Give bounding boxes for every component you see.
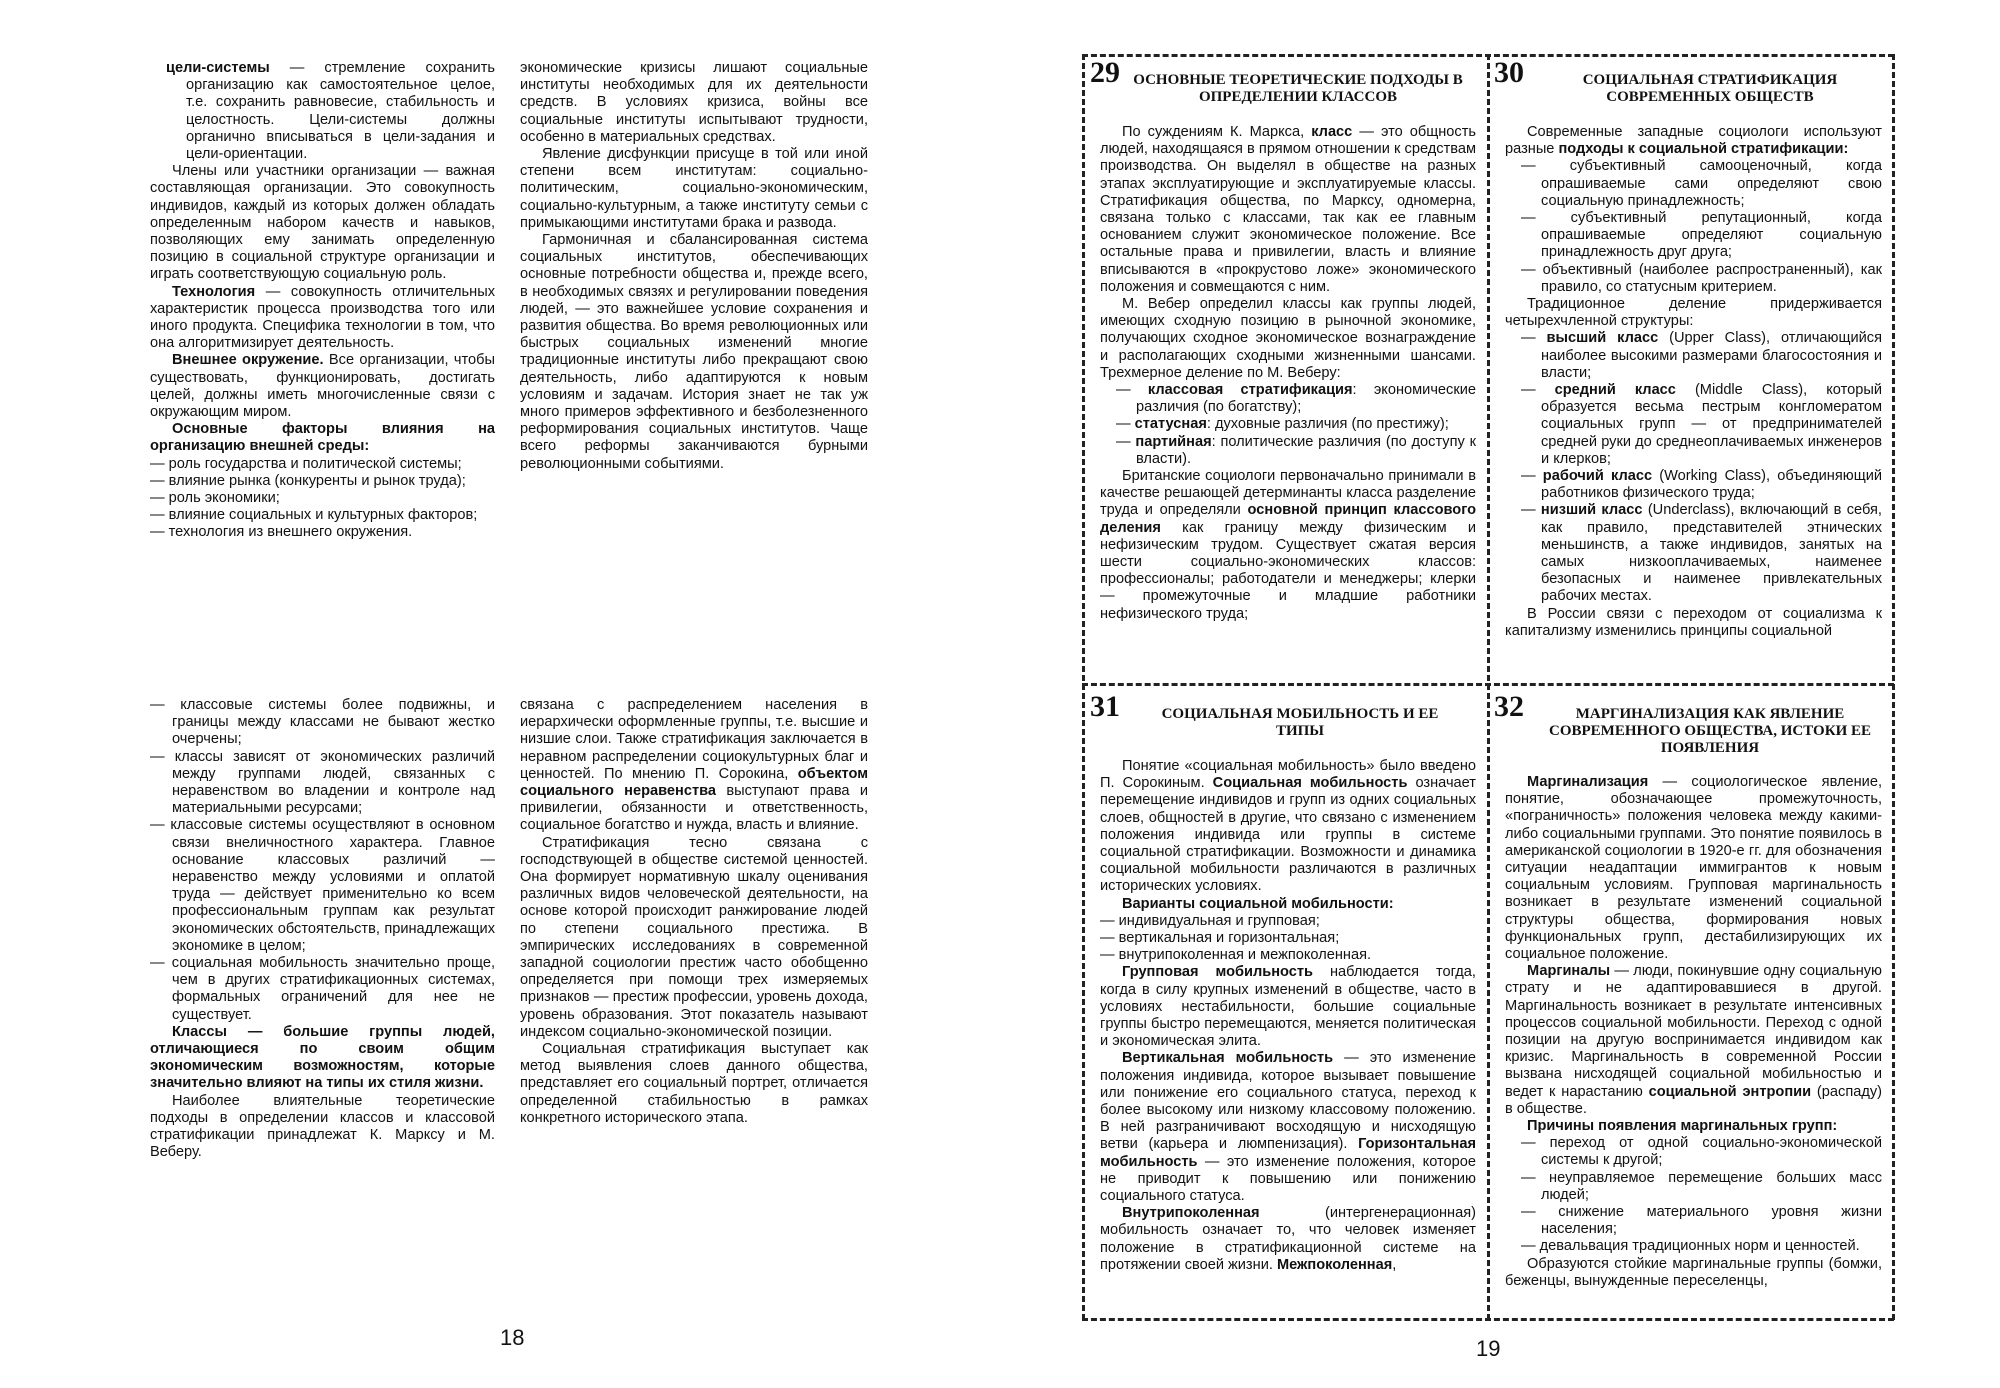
section-30-title: СОЦИАЛЬНАЯ СТРАТИФИКАЦИЯ СОВРЕМЕННЫХ ОБЩЕСТВ [1582, 72, 1838, 105]
frame-right [1892, 54, 1895, 1320]
text-run: — классовые системы более подвижны, и границы между классами не бывают жестко очерчены; [150, 697, 495, 748]
text-run: как границу между физическим и нефизическим трудом. Существует сжатая версия шести социально-экономических классов: профессионалы; работодатели и менеджеры; клерки — промежуточные и младшие работники нефизического труда; [1100, 519, 1476, 622]
text-run: — снижение материального уровня жизни населения; [1521, 1204, 1882, 1238]
paragraph [1100, 964, 1476, 1050]
text-run: Все организации, чтобы существовать, функционировать, достигать целей, должны иметь многочисленные связи с окружающим миром. [150, 352, 495, 421]
frame-center [1487, 54, 1490, 1320]
section-29-number: 29 [1090, 56, 1120, 89]
text-run: — вертикальная и горизонтальная; [1100, 930, 1340, 947]
text-run: — люди, покинувшие одну социальную страту и не адаптировавшиеся в другой. Маргинальность возникает в результате интенсивных процессов социальной мобильности. Переход с одной позиции на другую воспринимается индивидом как кризис. Маргинальность в современной России вызвана нисходящей социальной мобильностью и ведет к нарастанию [1505, 963, 1882, 1100]
text-run: — девальвация традиционных норм и ценностей. [1521, 1238, 1860, 1255]
text-run: Современные западные социологи используют разные [1505, 124, 1882, 158]
text-run: М. Вебер определил классы как группы людей, имеющих сходную позицию в рыночной экономике, получающих сходное экономическое вознаграждение и располагающих сходными жизненными шансами. Трехмерное деление по М. Веберу: [1100, 296, 1476, 381]
text-run: : экономические различия (по богатству); [1136, 382, 1476, 416]
text-run: — роль государства и политической системы; [150, 455, 462, 472]
bold-term: рабочий класс [1542, 468, 1653, 485]
paragraph [1505, 296, 1882, 330]
list-item [1100, 930, 1476, 947]
bold-term: средний класс [1554, 382, 1676, 399]
text-run: — [1116, 433, 1136, 450]
left-page-number: 18 [500, 1325, 525, 1350]
right-page-number: 19 [1476, 1336, 1501, 1361]
text-run: (Underclass), включающий в себя, как правило, представителей этнических меньшинств, а также индивидов, занятых на самых низкооплачиваемых, наименее безопасных и наименее привлекательных рабочих местах. [1541, 502, 1882, 605]
list-item [1505, 1204, 1882, 1238]
frame-left [1082, 54, 1085, 1320]
section-30-number: 30 [1494, 56, 1524, 89]
bold-term: Основные факторы влияния на организацию внешней среды: [150, 421, 495, 455]
text-run: (интергенерационная) мобильность означает то, что человек изменяет положение в стратификационной системе на протяжении своей жизни. [1100, 1205, 1476, 1273]
paragraph [150, 352, 495, 421]
bold-term: Внешнее окружение. [172, 352, 324, 369]
list-item [1505, 330, 1882, 382]
list-item [150, 507, 495, 524]
list-item [1505, 1135, 1882, 1169]
list-item [1505, 1238, 1882, 1255]
bold-term: Маргиналы [1527, 963, 1611, 980]
list-item [150, 473, 495, 490]
paragraph [1100, 296, 1476, 382]
text-run: — субъективный самооценочный, когда опрашиваемые сами определяют свою социальную принадлежность; [1521, 158, 1882, 209]
text-run: — объективный (наиболее распространенный), как правило, со статусным критерием. [1521, 261, 1882, 295]
left-col2-top [520, 60, 868, 570]
list-item [150, 524, 495, 541]
text-run: Гармоничная и сбалансированная система социальных институтов, обеспечивающих основные потребности общества и, прежде всего, в необходимых связях и регулировании поведения людей, — это важнейшее условие сохранения и развития общества. Во время революционных или быстрых социальных изменений многие традиционные институты либо прекращают свою деятельность, либо адаптируются к новым условиям и задачам. История знает не так уж много примеров эффективного и безболезненного реформирования социальных институтов. Чаще всего реформы заканчиваются бурными революционными событиями. [520, 232, 868, 472]
text-run: Стратификация тесно связана с господствующей в обществе системой ценностей. Она формирует нормативную шкалу оценивания различных видов человеческой деятельности, на основе которой происходит ранжирование людей по степени социального престижа. В эмпирических исследованиях в современной западной социологии престиж часто обобщенно определяется при помощи трех измеряемых признаков — престиж профессии, уровень дохода, уровень образования. Этот показатель называют индексом социально-экономической позиции. [520, 834, 868, 1040]
section-31-title: СОЦИАЛЬНАЯ МОБИЛЬНОСТЬ И ЕЕ ТИПЫ [1161, 706, 1439, 739]
text-run: Наиболее влиятельные теоретические подходы в определении классов и классовой стратификации принадлежат К. Марксу и М. Веберу. [150, 1092, 495, 1161]
list-item [1505, 158, 1882, 210]
text-run: — это изменение положения, которое не приводит к повышению или понижению социального статуса. [1100, 1153, 1476, 1205]
bold-term: подходы к социальной стратификации: [1558, 141, 1849, 158]
paragraph [1505, 774, 1882, 963]
left-col1-bottom [150, 697, 495, 1161]
paragraph [520, 232, 868, 473]
section-29-body [1100, 124, 1476, 676]
text-run: экономические кризисы лишают социальные институты необходимых для их деятельности средств. В условиях кризиса, войны все социальные институты испытывают трудности, особенно в материальных средствах. [520, 60, 868, 145]
text-run: наблюдается тогда, когда в силу крупных изменений в обществе, часто в условиях нестабильности, большие социальные группы быстро перемещаются, меняется политическая и экономическая элита. [1100, 964, 1476, 1050]
text-run: : духовные различия (по престижу); [1206, 416, 1449, 433]
bold-term: цели-системы [166, 60, 270, 76]
bold-term: Варианты социальной мобильности: [1122, 895, 1394, 912]
bold-term: класс [1311, 124, 1353, 140]
text-run: — влияние социальных и культурных факторов; [150, 507, 478, 524]
text-run: — совокупность отличительных характеристик процесса производства того или иного продукта. Специфика технологии в том, что она алгоритмизирует деятельность. [150, 283, 495, 352]
paragraph [150, 1093, 495, 1162]
bold-term: Групповая мобильность [1122, 964, 1314, 981]
text-run: — социальная мобильность значительно проще, чем в других стратификационных системах, формальных ограничений для нее не существует. [150, 955, 495, 1023]
text-run: — [1116, 382, 1148, 399]
text-run: Явление дисфункции присуще в той или иной степени всем институтам: социально-политическим, социально-экономическим, социально-культурным, а также институту семьи с примыкающими институтами брака и развода. [520, 146, 868, 231]
list-item [1100, 947, 1476, 964]
text-run: Понятие «социальная мобильность» было введено П. Сорокиным. [1100, 758, 1476, 792]
text-run: — социологическое явление, понятие, обозначающее промежуточность, «пограничность» положения человека между какими-либо социальными группами. Это понятие появилось в американской социологии в 1920-е гг. для обозначения ситуации неадаптации иммигрантов к новым социальным условиям. Групповая маргинальность возникает в результате изменений социальной структуры общества, формирования новых функциональных групп, дестабилизирующих их социальное положение. [1505, 774, 1882, 963]
paragraph [1100, 468, 1476, 623]
text-run: — влияние рынка (конкуренты и рынок труда); [150, 472, 466, 489]
bold-term: высший класс [1546, 330, 1659, 347]
list-item [150, 60, 495, 163]
text-run: — переход от одной социально-экономической системы к другой; [1521, 1135, 1882, 1169]
paragraph [1100, 758, 1476, 896]
section-32-number: 32 [1494, 690, 1524, 723]
section-31-body [1100, 758, 1476, 1314]
bold-term: низший класс [1540, 502, 1643, 519]
text-run: — [1521, 502, 1541, 519]
bold-term: Вертикальная мобильность [1122, 1050, 1334, 1067]
text-run: Социальная стратификация выступает как метод выявления слоев данного общества, представляет его социальный портрет, отличается определенной стабильностью в рамках конкретного исторического этапа. [520, 1041, 868, 1126]
text-run: — [1521, 330, 1547, 347]
paragraph [1505, 124, 1882, 158]
bold-term: объектом социального неравенства [520, 765, 868, 800]
paragraph [1505, 1256, 1882, 1290]
paragraph [520, 697, 868, 835]
text-run: — субъективный репутационный, когда опрашиваемые определяют социальную принадлежность друг друга; [1521, 210, 1882, 261]
bold-term: основной принцип классового деления [1100, 502, 1476, 536]
text-run: , [1392, 1256, 1397, 1273]
text-run: — это общность людей, находящаяся в прямом отношении к средствам производства. Он выделял в обществе на разных этапах эксплуатирующие и эксплуатируемые классы. Стратификация общества, по Марксу, одномерна, связана только с классами, так как ее главным основанием служит экономическое положение. Все остальные права и привилегии, власть и влияние вписываются в «прокрустово ложе» экономического положения и совмещаются с ним. [1100, 124, 1477, 295]
text-run: — [1116, 416, 1135, 433]
paragraph [150, 421, 495, 455]
list-item [1100, 382, 1476, 416]
text-run: — технология из внешнего окружения. [150, 524, 413, 541]
bold-term: Межпоколенная [1276, 1256, 1393, 1273]
list-item [150, 955, 495, 1024]
list-item [150, 456, 495, 473]
list-item [1100, 434, 1476, 468]
text-run: — роль экономики; [150, 490, 280, 507]
paragraph [1100, 124, 1476, 296]
text-run: Британские социологи первоначально принимали в качестве решающей детерминанты класса разделение труда и определяли [1100, 468, 1476, 519]
list-item [1505, 382, 1882, 468]
paragraph [1505, 963, 1882, 1118]
text-run: — стремление сохранить организацию как самостоятельное целое, т.е. сохранить равновесие, стабильность и целостность. Цели-системы должны органично вписываться в цели-задания и цели-ориентации. [186, 60, 495, 163]
paragraph [150, 284, 495, 353]
text-run: — неуправляемое перемещение больших масс людей; [1521, 1169, 1882, 1203]
bold-term: Маргинализация [1527, 774, 1649, 790]
list-item [1505, 262, 1882, 296]
bold-term: Классы — большие группы людей, отличающиеся по своим общим экономическим возможностям, которые значительно влияют на типы их стиля жизни. [150, 1023, 495, 1092]
text-run: выступают права и привилегии, обязанности и ответственность, социальное богатство и нужда, власть и влияние. [520, 783, 869, 834]
paragraph [520, 146, 868, 232]
bold-term: Социальная мобильность [1212, 775, 1408, 792]
left-col1-top [150, 60, 495, 570]
section-30-body [1505, 124, 1882, 676]
list-item [1505, 502, 1882, 605]
text-run: : политические различия (по доступу к власти). [1136, 433, 1476, 467]
text-run: — это изменение положения индивида, которое вызывает повышение или понижение его социального статуса, переход к более высокому или низкому классовому положению. В ней разграничивают восходящую и нисходящую ветви (карьера и люмпенизация). [1100, 1050, 1476, 1153]
bold-term: классовая стратификация [1147, 382, 1353, 399]
section-29-title: ОСНОВНЫЕ ТЕОРЕТИЧЕСКИЕ ПОДХОДЫ В ОПРЕДЕЛЕНИИ КЛАССОВ [1133, 72, 1463, 105]
list-item [1505, 210, 1882, 262]
text-run: — [1521, 468, 1543, 485]
bold-term: Причины появления маргинальных групп: [1527, 1118, 1838, 1135]
paragraph [520, 835, 868, 1041]
paragraph [150, 1024, 495, 1093]
paragraph [520, 60, 868, 146]
left-col2-bottom [520, 697, 868, 1147]
text-run: (Upper Class), отличающийся наиболее высокими размерами благосостояния и власти; [1541, 330, 1882, 381]
list-item [1505, 1170, 1882, 1204]
text-run: (Working Class), объединяющий работников физического труда; [1541, 468, 1883, 502]
bold-term: партийная [1135, 433, 1212, 450]
section-32-title: МАРГИНАЛИЗАЦИЯ КАК ЯВЛЕНИЕ СОВРЕМЕННОГО ОБЩЕСТВА, ИСТОКИ ЕЕ ПОЯВЛЕНИЯ [1549, 706, 1871, 756]
bold-term: Внутрипоколенная [1122, 1205, 1260, 1222]
text-run: Образуются стойкие маргинальные группы (бомжи, беженцы, вынужденные переселенцы, [1505, 1255, 1882, 1289]
text-run: В России связи с переходом от социализма к капитализму изменились принципы социальной [1505, 605, 1882, 639]
bold-term: статусная [1134, 416, 1207, 433]
text-run: — внутрипоколенная и межпоколенная. [1100, 947, 1372, 964]
paragraph [1100, 896, 1476, 913]
text-run: По суждениям К. Маркса, [1122, 124, 1312, 140]
list-item [150, 817, 495, 955]
bold-term: социальной энтропии [1648, 1083, 1812, 1100]
text-run: (распаду) в обществе. [1505, 1083, 1883, 1117]
text-run: — индивидуальная и групповая; [1100, 912, 1320, 929]
text-run: (Middle Class), который образуется весьма пестрым конгломератом социальных групп — от предпринимателей средней руки до среднеоплачиваемых инженеров и клерков; [1541, 382, 1882, 467]
paragraph [520, 1041, 868, 1127]
paragraph [1100, 1050, 1476, 1205]
text-run: — классовые системы осуществляют в основном связи внеличностного характера. Главное основание классовых различий — неравенство между условиями и оплатой труда — действует применительно ко всем профессиональным группам как результат экономических обстоятельств, принадлежащих экономике в целом; [150, 817, 495, 954]
list-item [1100, 416, 1476, 433]
list-item [150, 697, 495, 749]
list-item [1505, 468, 1882, 502]
bold-term: Технология [172, 283, 256, 300]
list-item [150, 490, 495, 507]
paragraph [150, 163, 495, 283]
paragraph [1505, 606, 1882, 640]
list-item [150, 749, 495, 818]
text-run: Члены или участники организации — важная составляющая организации. Это совокупность индивидов, каждый из которых должен обладать определенным набором качеств и навыков, позволяющих ему занимать определенную позицию в социальной структуре организации и играть соответствующую социальную роль. [150, 163, 495, 283]
section-31-number: 31 [1090, 690, 1120, 723]
text-run: — [1521, 382, 1555, 399]
text-run: связана с распределением населения в иерархически оформленные группы, т.е. высшие и низшие слои. Также стратификация заключается в неравном распределении социокультурных благ и ценностей. По мнению П. Сорокина, [520, 697, 868, 782]
list-item [1100, 913, 1476, 930]
paragraph [1100, 1205, 1476, 1274]
paragraph [1505, 1118, 1882, 1135]
bold-term: Горизонтальная мобильность [1100, 1136, 1476, 1170]
text-run: — классы зависят от экономических различий между группами людей, связанных с неравенством во владении и контроле над материальными ресурсами; [150, 748, 495, 817]
text-run: означает перемещение индивидов и групп из одних социальных слоев, общностей в другие, что связано с изменением положения индивида или группы в системе социальной стратификации. Возможности и динамика социальной мобильности различаются в различных исторических условиях. [1100, 775, 1476, 895]
text-run: Традиционное деление придерживается четырехчленной структуры: [1505, 296, 1882, 330]
section-32-body [1505, 774, 1882, 1314]
